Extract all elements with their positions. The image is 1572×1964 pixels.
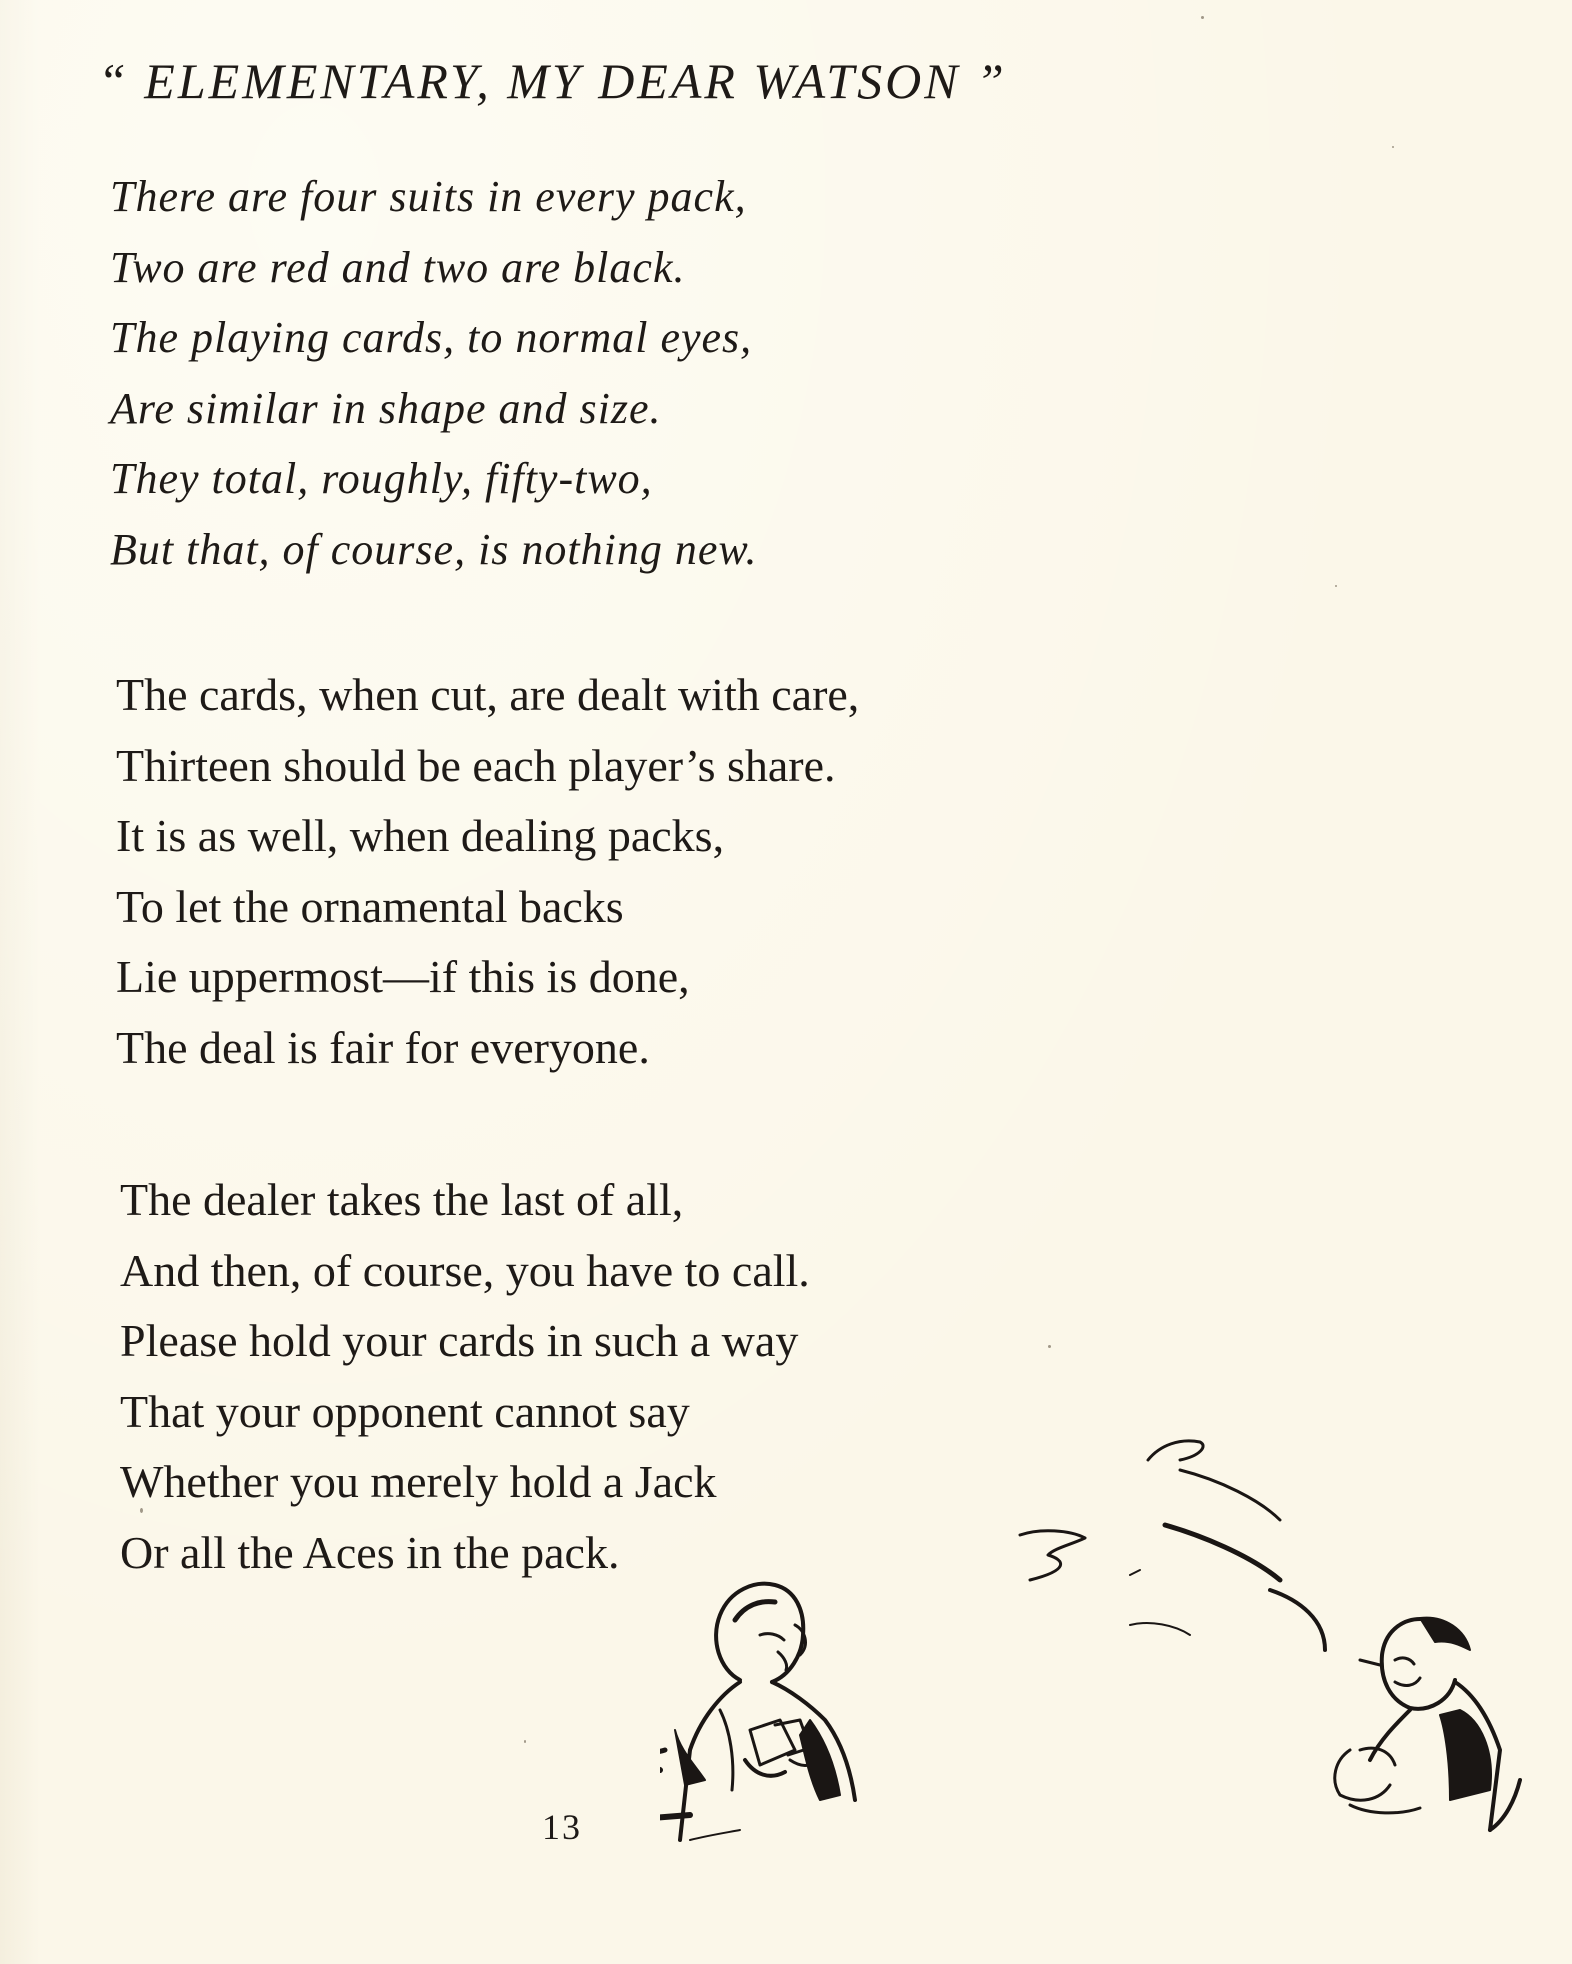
poem-line: Please hold your cards in such a way bbox=[120, 1315, 799, 1366]
poem-line: Or all the Aces in the pack. bbox=[120, 1526, 620, 1578]
poem-line: The cards, when cut, are dealt with care, bbox=[116, 669, 860, 720]
poem-line: There are four suits in every pack, bbox=[110, 172, 747, 221]
paper-speck bbox=[524, 1740, 526, 1743]
poem-title: “ ELEMENTARY, MY DEAR WATSON ” bbox=[98, 53, 1007, 109]
paper-speck bbox=[1392, 146, 1394, 148]
poem-line: Lie uppermost—if this is done, bbox=[116, 951, 690, 1002]
stanza-1 bbox=[110, 162, 758, 585]
poem-line: Two are red and two are black. bbox=[110, 242, 686, 292]
paper-speck bbox=[1201, 16, 1204, 19]
poem-line: Whether you merely hold a Jack bbox=[120, 1456, 717, 1507]
poem-line: The playing cards, to normal eyes, bbox=[110, 313, 753, 362]
poem-line: The deal is fair for everyone. bbox=[116, 1021, 650, 1073]
poem-line: Thirteen should be each player’s share. bbox=[116, 739, 836, 791]
poem-line: The dealer takes the last of all, bbox=[120, 1174, 684, 1225]
poem-line: That your opponent cannot say bbox=[120, 1385, 690, 1437]
card-players-illustration-icon bbox=[660, 1420, 1530, 1920]
poem-line: They total, roughly, fifty-two, bbox=[110, 454, 653, 503]
poem-line: To let the ornamental backs bbox=[116, 880, 624, 932]
paper-speck bbox=[140, 1508, 143, 1513]
stanza-2 bbox=[116, 660, 859, 1083]
paper-speck bbox=[1048, 1345, 1051, 1348]
poem-line: It is as well, when dealing packs, bbox=[116, 810, 725, 861]
poem-line: And then, of course, you have to call. bbox=[120, 1244, 810, 1296]
paper-speck bbox=[1335, 585, 1337, 587]
poem-line: But that, of course, is nothing new. bbox=[110, 524, 758, 574]
page-number: 13 bbox=[542, 1807, 582, 1847]
poem-line: Are similar in shape and size. bbox=[110, 383, 662, 433]
